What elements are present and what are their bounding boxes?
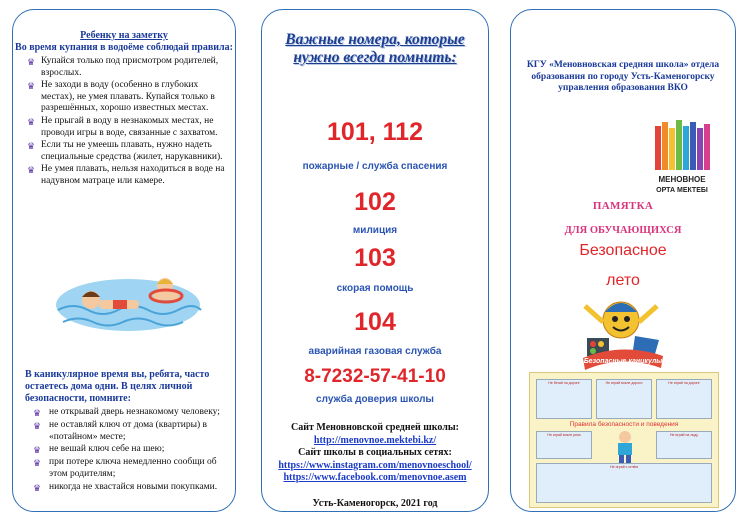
bullet-icon: ♛ <box>27 141 36 152</box>
home-safety-list <box>25 407 230 495</box>
school-site-link[interactable]: http://menovnoe.mektebi.kz/ <box>313 434 437 446</box>
emergency-label: пожарные / служба спасения <box>302 161 448 172</box>
bullet-icon: ♛ <box>33 482 42 493</box>
poster-cell: Не играй на льду <box>656 431 712 459</box>
emergency-label: служба доверия школы <box>316 394 434 405</box>
bullet-icon: ♛ <box>33 408 42 418</box>
bullet-icon: ♛ <box>27 116 36 127</box>
mascot-text: Безопасные каникулы <box>583 358 663 365</box>
list-item: ♛ Не прыгай в воду в незнакомых местах, не проводи игры в воде, связанные с захватом. <box>27 115 218 138</box>
logo-text-2: ОРТА МЕКТЕБІ <box>656 187 708 194</box>
emergency-number: 8-7232-57-41-10 <box>304 366 446 387</box>
school-sites <box>262 422 488 485</box>
emergency-number: 102 <box>354 188 396 216</box>
middle-panel <box>261 9 489 512</box>
poster-title: Правила безопасности и поведения <box>569 421 679 428</box>
bullet-icon: ♛ <box>27 57 36 67</box>
emergency-number: 103 <box>354 244 396 272</box>
emergency-number: 104 <box>354 308 396 336</box>
school-organization: КГУ «Меновновская средняя школа» отдела образования по городу Усть-Каменогорску управления образования ВКО <box>526 60 720 93</box>
bullet-icon: ♛ <box>33 420 42 431</box>
list-item: ♛ Купайся только под присмотром родителей, взрослых. <box>27 56 219 78</box>
instagram-link[interactable]: https://www.instagram.com/menovnoeschool/ <box>278 459 472 471</box>
logo-text-1: МЕНОВНОЕ <box>658 175 706 184</box>
poster-cell: Не играй с огнём <box>536 463 712 503</box>
swim-rules-list <box>13 56 235 188</box>
bullet-icon: ♛ <box>33 445 42 456</box>
poster-cell: Не играй возле дороги <box>596 379 652 419</box>
safe-word: Безопасное <box>579 242 667 259</box>
important-numbers-title: Важные номера, которые нужно всегда помнить: <box>285 31 465 66</box>
emergency-label: милиция <box>352 225 398 236</box>
list-item: ♛ при потере ключа немедленно сообщи об этом родителям; <box>33 457 217 479</box>
site-label: Сайт Меновновской средней школы: <box>291 422 459 433</box>
poster-cell: Не играй возле реки <box>536 431 592 459</box>
social-label: Сайт школы в социальных сетях: <box>298 447 452 458</box>
list-item: ♛ Если ты не умеешь плавать, нужно надеть специальные средства (жилет, нарукавники). <box>27 140 223 162</box>
list-item: ♛ никогда не хвастайся новыми покупками. <box>33 481 218 493</box>
bullet-icon: ♛ <box>33 458 42 469</box>
facebook-link[interactable]: https://www.facebook.com/menovnoe.asem <box>283 472 467 483</box>
poster-cell: Не бегай на дороге <box>536 379 592 419</box>
memo-title: ПАМЯТКА <box>592 200 654 212</box>
poster-child-icon <box>600 429 650 463</box>
bullet-icon: ♛ <box>27 81 36 92</box>
emergency-number: 101, 112 <box>327 118 423 146</box>
summer-word: лето <box>606 272 640 289</box>
emergency-label: скорая помощь <box>336 283 414 294</box>
city-year-footer: Усть-Каменогорск, 2021 год <box>312 498 438 509</box>
heading-rules: Во время купания в водоёме соблюдай правила: <box>15 42 233 53</box>
list-item: ♛ не вешай ключ себе на шею; <box>33 444 165 456</box>
list-item: ♛ не открывай дверь незнакомому человеку; <box>33 407 220 418</box>
safe-holidays-mascot-icon <box>577 292 667 372</box>
heading-note: Ребенку на заметку <box>80 30 168 41</box>
list-item: ♛ не оставляй ключ от дома (квартиры) в «потайном» месте; <box>33 419 208 442</box>
bullet-icon: ♛ <box>27 165 36 176</box>
list-item: ♛ Не заходи в воду (особенно в глубоких местах), не умея плавать. Купайся только в разрешённых, хорошо известных местах. <box>27 80 215 114</box>
swimming-kids-illustration <box>53 260 203 342</box>
safety-rules-poster <box>529 372 719 508</box>
right-panel <box>510 9 736 512</box>
left-panel <box>12 9 236 512</box>
safety-heading: В каникулярное время вы, ребята, часто остаетесь дома одни. В целях личной безопасности, помните: <box>25 369 210 404</box>
school-logo-icon <box>651 120 713 196</box>
left-heading <box>13 30 235 54</box>
poster-cell: Не играй на дороге <box>656 379 712 419</box>
for-students: ДЛЯ ОБУЧАЮЩИХСЯ <box>564 225 682 236</box>
emergency-label: аварийная газовая служба <box>308 346 442 357</box>
list-item: ♛ Не умея плавать, нельзя находиться в воде на надувном матраце или камере. <box>27 164 225 186</box>
